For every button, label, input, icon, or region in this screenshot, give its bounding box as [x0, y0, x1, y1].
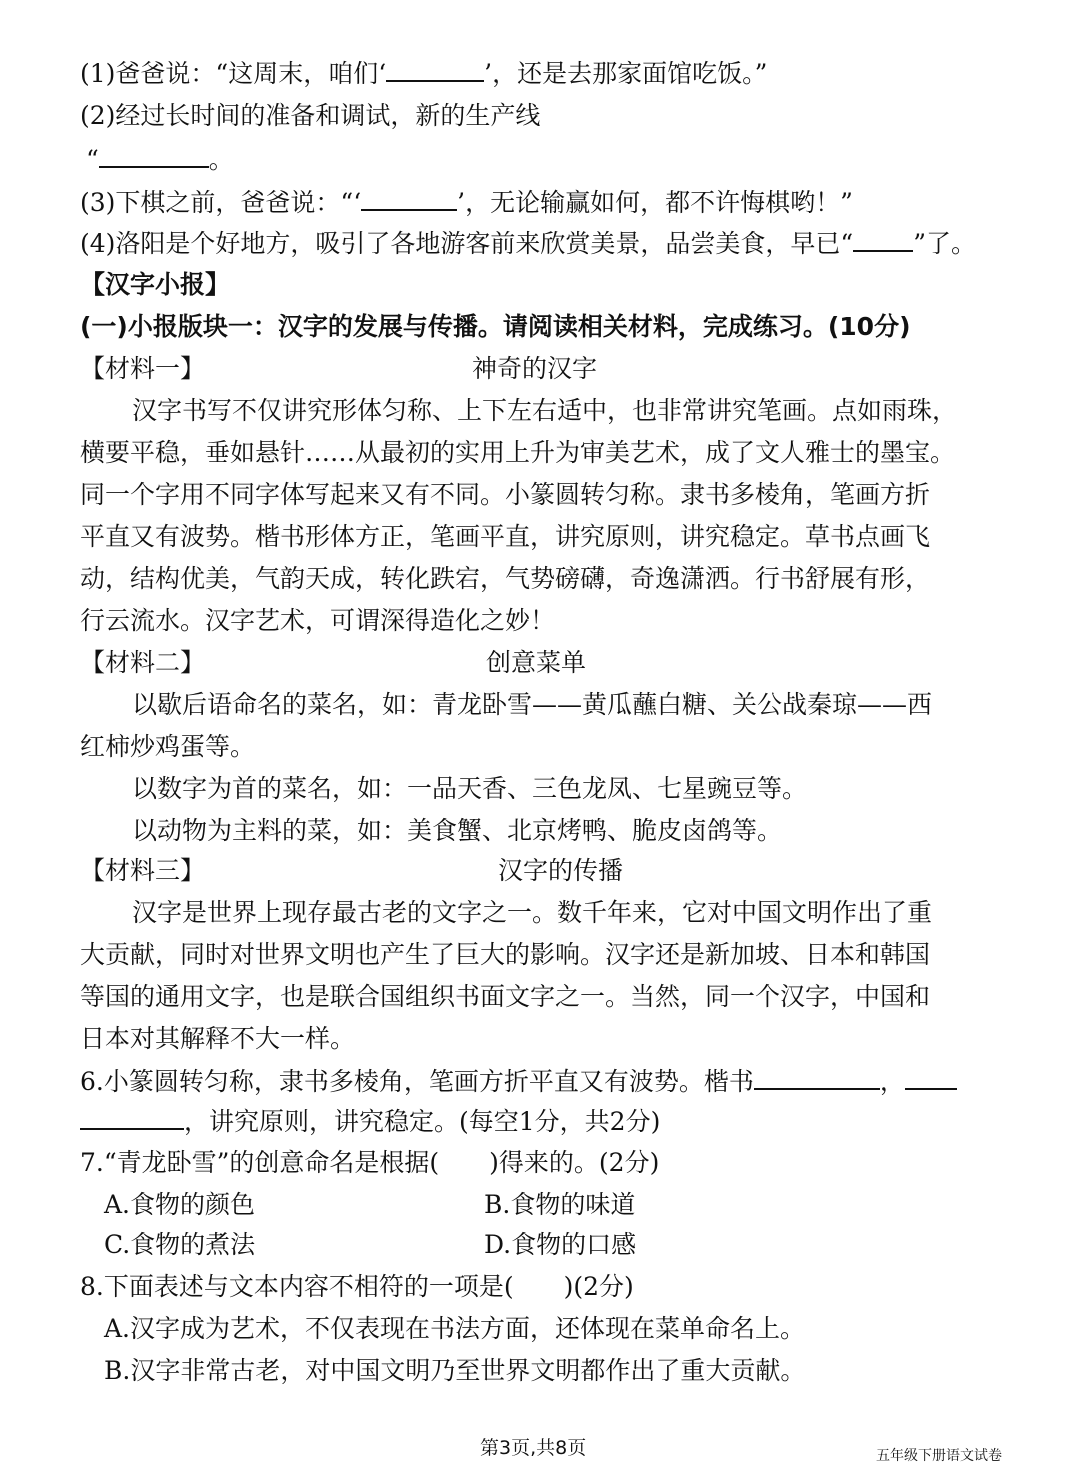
material2-title: 创意菜单: [486, 648, 587, 677]
fill-item-3-pre: (3)下棋之前，爸爸说：“‘: [80, 188, 362, 217]
material1-title: 神奇的汉字: [472, 354, 598, 383]
material1-label: 【材料一】: [80, 354, 206, 383]
answer-blank[interactable]: [853, 226, 913, 252]
option-c[interactable]: C.食物的煮法: [104, 1230, 256, 1259]
fill-item-1: [80, 56, 767, 90]
material2-line: 以数字为首的菜名，如：一品天香、三色龙凤、七星豌豆等。: [132, 774, 808, 803]
material1-line: 同一个字用不同字体写起来又有不同。小篆圆转匀称。隶书多棱角，笔画方折: [80, 480, 931, 509]
fill-item-3-post: ’，无论输赢如何，都不许悔棋哟！”: [457, 188, 853, 217]
option-d[interactable]: D.食物的口感: [484, 1230, 637, 1259]
exam-title: 五年级下册语文试卷: [876, 1448, 1002, 1464]
material1-line: 动，结构优美，气韵天成，转化跌宕，气势磅礴，奇逸潇洒。行书舒展有形，: [80, 564, 931, 593]
fill-item-4-pre: (4)洛阳是个好地方，吸引了各地游客前来欣赏美景，品尝美食，早已“: [80, 229, 854, 258]
option-b[interactable]: B.汉字非常古老，对中国文明乃至世界文明都作出了重大贡献。: [104, 1356, 806, 1385]
answer-blank[interactable]: [99, 142, 209, 168]
material3-line: 汉字是世界上现存最古老的文字之一。数千年来，它对中国文明作出了重: [132, 898, 933, 927]
material1-line: 横要平稳，垂如悬针……从最初的实用上升为审美艺术，成了文人雅士的墨宝。: [80, 438, 956, 467]
answer-blank[interactable]: [754, 1064, 880, 1090]
question-6-stem: 6.小篆圆转匀称，隶书多棱角，笔画方折平直又有波势。楷书: [80, 1067, 754, 1096]
question-8-stem: 8.下面表述与文本内容不相符的一项是( )(2分): [80, 1272, 634, 1301]
fill-item-4-post: ”了。: [913, 229, 976, 258]
block-heading: (一)小报版块一：汉字的发展与传播。请阅读相关材料，完成练习。(10分): [80, 312, 911, 341]
answer-blank[interactable]: [80, 1104, 184, 1130]
material3-line: 等国的通用文字，也是联合国组织书面文字之一。当然，同一个汉字，中国和: [80, 982, 931, 1011]
material2-label: 【材料二】: [80, 648, 206, 677]
material1-line: 汉字书写不仅讲究形体匀称、上下左右适中，也非常讲究笔画。点如雨珠，: [132, 396, 958, 425]
fill-item-3: [80, 185, 853, 219]
fill-item-2-quote: “: [86, 145, 99, 174]
material2-line: 以歇后语命名的菜名，如：青龙卧雪——黄瓜蘸白糖、关公战秦琼——西: [132, 690, 933, 719]
answer-blank[interactable]: [386, 56, 484, 82]
material3-title: 汉字的传播: [498, 856, 624, 885]
fill-item-4: [80, 226, 976, 260]
material3-label: 【材料三】: [80, 856, 206, 885]
question-6: [80, 1064, 957, 1098]
material2-line: 以动物为主料的菜，如：美食蟹、北京烤鸭、脆皮卤鸽等。: [132, 816, 783, 845]
page-number: 第3页,共8页: [480, 1437, 587, 1459]
material3-line: 日本对其解释不大一样。: [80, 1024, 356, 1053]
answer-blank[interactable]: [361, 185, 457, 211]
option-a[interactable]: A.汉字成为艺术，不仅表现在书法方面，还体现在菜单命名上。: [104, 1314, 806, 1343]
fill-item-2-cont: [86, 142, 234, 176]
fill-item-1-pre: (1)爸爸说：“这周末，咱们‘: [80, 59, 387, 88]
material3-line: 大贡献，同时对世界文明也产生了巨大的影响。汉字还是新加坡、日本和韩国: [80, 940, 931, 969]
fill-item-2-end: 。: [208, 145, 234, 174]
fill-item-2-text: (2)经过长时间的准备和调试，新的生产线: [80, 101, 541, 130]
answer-blank[interactable]: [905, 1064, 957, 1090]
question-6-cont: [80, 1104, 660, 1138]
question-7-stem: 7.“青龙卧雪”的创意命名是根据( )得来的。(2分): [80, 1148, 660, 1177]
fill-item-1-post: ’，还是去那家面馆吃饭。”: [484, 59, 768, 88]
section-title: 【汉字小报】: [80, 270, 231, 299]
material1-line: 平直又有波势。楷书形体方正，笔画平直，讲究原则，讲究稳定。草书点画飞: [80, 522, 931, 551]
option-a[interactable]: A.食物的颜色: [104, 1190, 256, 1219]
question-6-comma: ，: [879, 1067, 905, 1096]
option-b[interactable]: B.食物的味道: [484, 1190, 636, 1219]
material2-line: 红柿炒鸡蛋等。: [80, 732, 256, 761]
question-6-tail: ，讲究原则，讲究稳定。(每空1分，共2分): [184, 1107, 661, 1136]
fill-item-2: [80, 99, 540, 133]
material1-line: 行云流水。汉字艺术，可谓深得造化之妙！: [80, 606, 556, 635]
